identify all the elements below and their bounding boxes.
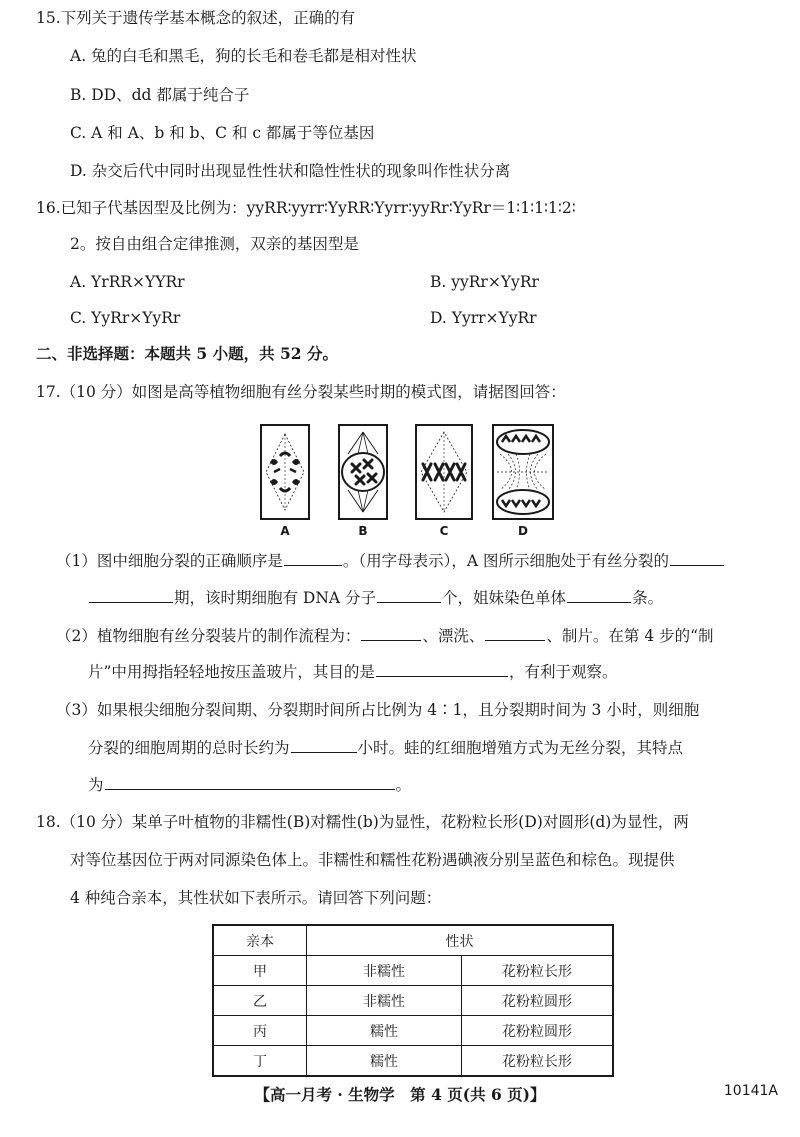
- q17-part1-line1: （1）图中细胞分裂的正确顺序是 。（用字母表示），A 图所示细胞处于有丝分裂的: [56, 549, 725, 572]
- answer-blank[interactable]: [485, 624, 545, 641]
- q15-option-a: A. 兔的白毛和黑毛，狗的长毛和卷毛都是相对性状: [70, 47, 417, 65]
- q17-part3-line1: （3）如果根尖细胞分裂间期、分裂期时间所占比例为 4∶1，且分裂期时间为 3 小时，则细胞: [56, 701, 700, 719]
- cell-diagram-b: [338, 424, 388, 538]
- q16-option-d: D. Yyrr×YyRr: [430, 309, 537, 327]
- q15-stem: 15.下列关于遗传学基本概念的叙述，正确的有: [36, 9, 356, 27]
- q18-stem-line2: 对等位基因位于两对同源染色体上。非糯性和糯性花粉遇碘液分别呈蓝色和棕色。现提供: [70, 851, 675, 869]
- q17-part2-line1: （2）植物细胞有丝分裂装片的制作流程为： 、漂洗、 、制片。在第 4 步的“制: [56, 624, 714, 647]
- answer-blank[interactable]: [361, 624, 421, 641]
- figure-label-c: C: [439, 524, 449, 538]
- table-header-cell: 性状: [307, 925, 614, 956]
- footer-code: 10141A: [723, 1083, 778, 1099]
- answer-blank[interactable]: [377, 586, 441, 603]
- cell-diagram-a: [260, 424, 310, 538]
- q18-stem-line3: 4 种纯合亲本，其性状如下表所示。请回答下列问题：: [70, 889, 442, 907]
- q15-option-b: B. DD、dd 都属于纯合子: [70, 86, 250, 104]
- answer-blank[interactable]: [376, 660, 508, 677]
- table-row: [213, 956, 613, 986]
- answer-blank[interactable]: [105, 773, 395, 790]
- table-row: [213, 986, 613, 1016]
- table-cell: 花粉粒圆形: [462, 986, 614, 1016]
- answer-blank[interactable]: [89, 586, 173, 603]
- answer-blank[interactable]: [291, 736, 357, 753]
- q17-part3-line2: 分裂的细胞周期的总时长约为 小时。蛙的红细胞增殖方式为无丝分裂，其特点: [88, 736, 683, 759]
- q17-part3-line3: 为 。: [88, 773, 411, 796]
- table-cell: 非糯性: [307, 956, 462, 986]
- table-cell: 乙: [213, 986, 307, 1016]
- table-cell: 花粉粒圆形: [462, 1016, 614, 1046]
- table-header-cell: 亲本: [213, 925, 307, 956]
- q17-part1-line2: 期，该时期细胞有 DNA 分子 个，姐妹染色单体 条。: [88, 586, 663, 609]
- q18-stem-line1: 18.（10 分）某单子叶植物的非糯性(B)对糯性(b)为显性，花粉粒长形(D)对圆形(d)为显性，两: [36, 813, 689, 831]
- table-cell: 非糯性: [307, 986, 462, 1016]
- table-cell: 花粉粒长形: [462, 1046, 614, 1077]
- q16-option-c: C. YyRr×YyRr: [70, 309, 181, 327]
- answer-blank[interactable]: [670, 549, 724, 566]
- table-cell: 花粉粒长形: [462, 956, 614, 986]
- q16-stem-line1: 16.已知子代基因型及比例为：yyRR∶yyrr∶YyRR∶Yyrr∶yyRr∶YyRr＝1∶1∶1∶1∶2∶: [36, 199, 576, 217]
- q17-stem: 17.（10 分）如图是高等植物细胞有丝分裂某些时期的模式图，请据图回答：: [36, 383, 566, 401]
- mitosis-figure: [260, 424, 560, 544]
- table-cell: 丁: [213, 1046, 307, 1077]
- section-heading: 二、非选择题：本题共 5 小题，共 52 分。: [36, 344, 338, 363]
- q15-option-c: C. A 和 A、b 和 b、C 和 c 都属于等位基因: [70, 124, 375, 142]
- table-cell: 糯性: [307, 1016, 462, 1046]
- cell-diagram-d: [492, 424, 554, 538]
- table-cell: 丙: [213, 1016, 307, 1046]
- table-row: [213, 1016, 613, 1046]
- q16-option-b: B. yyRr×YyRr: [430, 273, 539, 291]
- table-row: [213, 1046, 613, 1077]
- figure-label-d: D: [518, 524, 528, 538]
- figure-label-b: B: [358, 524, 368, 538]
- cell-diagram-c: [415, 424, 473, 538]
- page-footer: [0, 1083, 800, 1107]
- figure-label-a: A: [280, 524, 290, 538]
- table-header-row: [213, 925, 613, 956]
- q16-stem-line2: 2。按自由组合定律推测，双亲的基因型是: [70, 235, 359, 253]
- table-cell: 糯性: [307, 1046, 462, 1077]
- answer-blank[interactable]: [284, 549, 342, 566]
- q16-option-a: A. YrRR×YYRr: [70, 273, 185, 291]
- answer-blank[interactable]: [567, 586, 631, 603]
- q15-option-d: D. 杂交后代中同时出现显性性状和隐性性状的现象叫作性状分离: [70, 162, 511, 180]
- q17-part2-line2: 片”中用拇指轻轻地按压盖玻片，其目的是 ，有利于观察。: [88, 660, 617, 683]
- table-cell: 甲: [213, 956, 307, 986]
- footer-title: 【高一月考 · 生物学 第 4 页(共 6 页)】: [254, 1085, 546, 1104]
- parent-traits-table: [212, 924, 614, 1077]
